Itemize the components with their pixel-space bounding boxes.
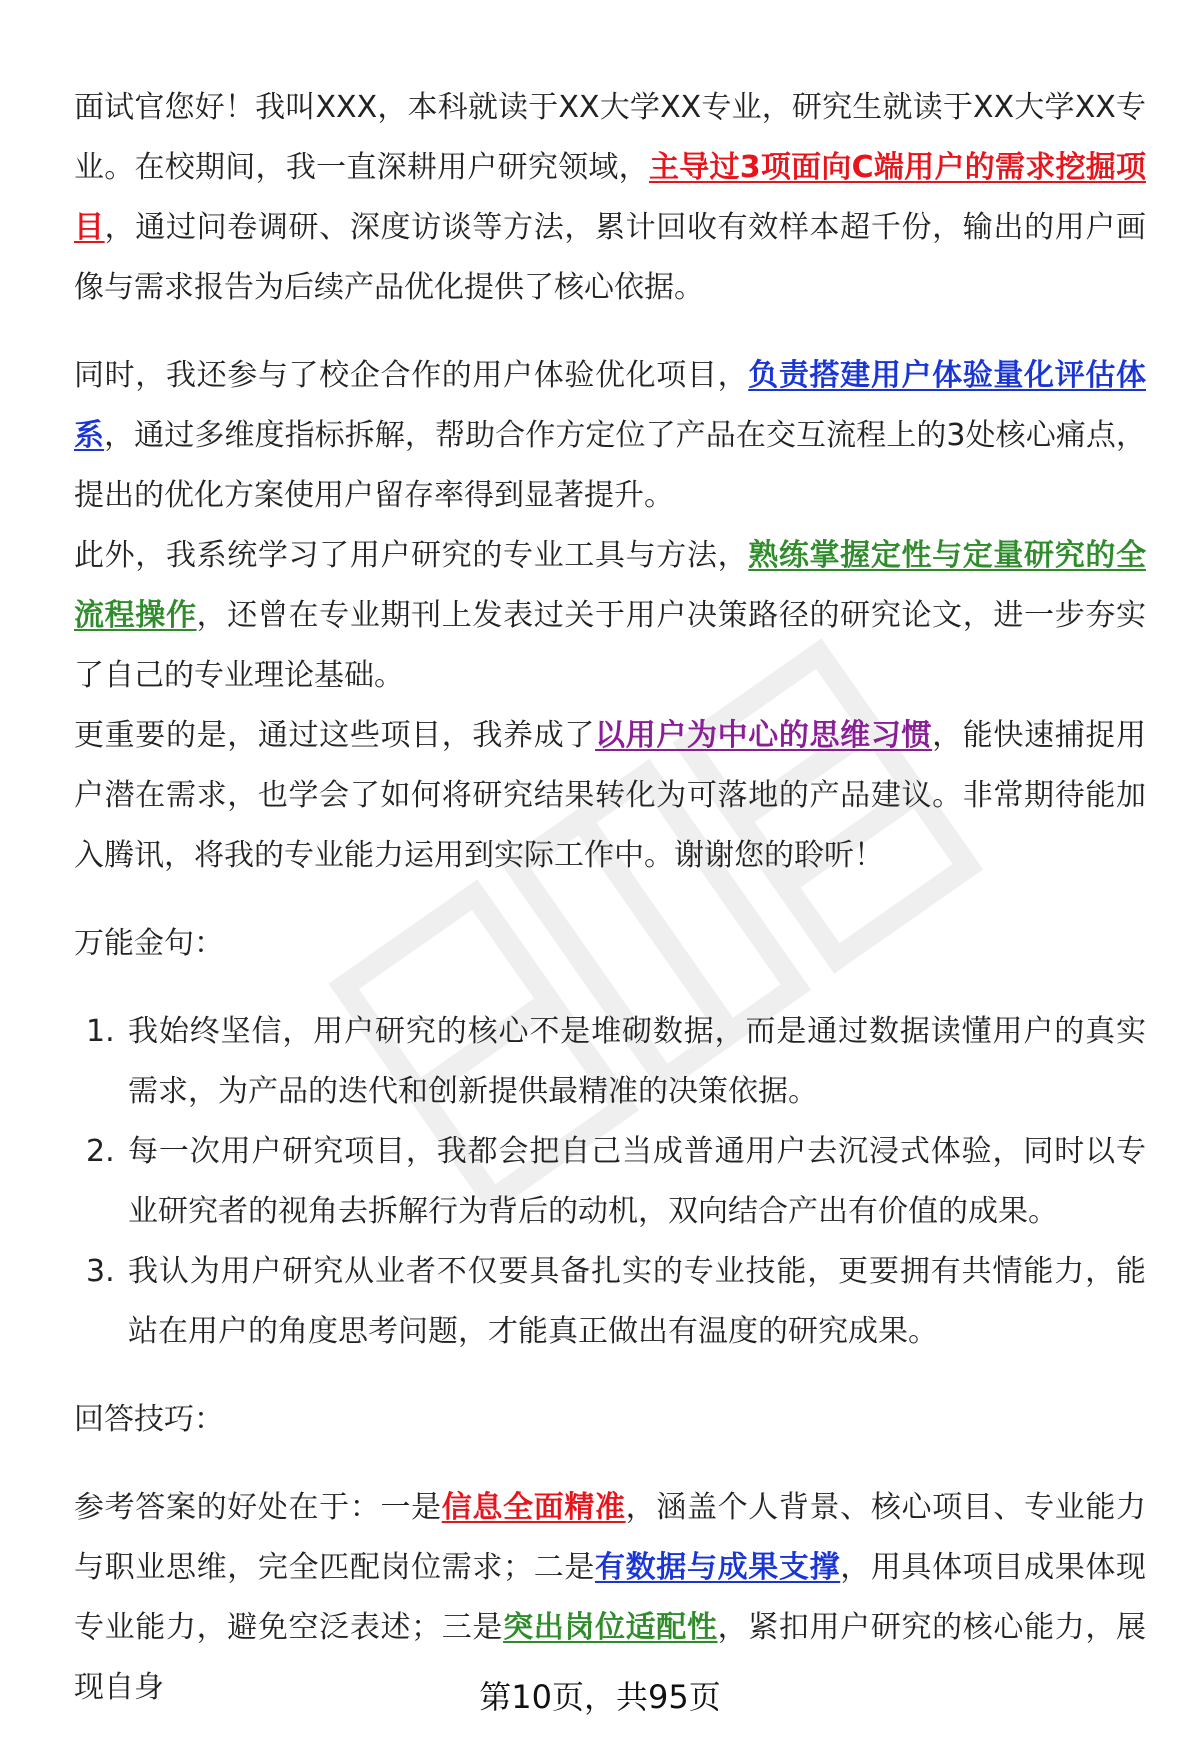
answer-tips-title: 回答技巧： <box>74 1402 224 1437</box>
highlight-comprehensive: 信息全面精准 <box>441 1490 626 1525</box>
spacer <box>74 974 1146 1002</box>
list-item <box>74 1002 1146 1122</box>
highlight-user-centric: 以用户为中心的思维习惯 <box>595 718 933 753</box>
list-item-text: 每一次用户研究项目，我都会把自己当成普通用户去沉浸式体验，同时以专业研究者的视角去拆解行为背后的动机，双向结合产出有价值的成果。 <box>128 1134 1146 1229</box>
list-item-text: 我始终坚信，用户研究的核心不是堆砌数据，而是通过数据读懂用户的真实需求，为产品的迭代和创新提供最精准的决策依据。 <box>128 1014 1146 1109</box>
golden-sentences-title: 万能金句： <box>74 926 224 961</box>
spacer <box>74 1450 1146 1478</box>
closing-paragraph <box>74 706 1146 886</box>
intro-text-continued: ，通过问卷调研、深度访谈等方法，累计回收有效样本超千份，输出的用户画像与需求报告为后续产品优化提供了核心依据。 <box>74 210 1147 305</box>
list-number: 3. <box>86 1254 115 1289</box>
tips-text: ，涵盖个人背景、核心项目、专业能力与职业思维，完全匹配岗位需求；二是 <box>74 1490 1147 1585</box>
project-text: 同时，我还参与了校企合作的用户体验优化项目， <box>74 358 749 393</box>
closing-text-continued: ，能快速捕捉用户潜在需求，也学会了如何将研究结果转化为可落地的产品建议。非常期待能加入腾讯，将我的专业能力运用到实际工作中。谢谢您的聆听！ <box>74 718 1147 873</box>
list-item <box>74 1122 1146 1242</box>
project-paragraph <box>74 346 1146 526</box>
skills-text: 此外，我系统学习了用户研究的专业工具与方法， <box>74 538 749 573</box>
highlight-research-methods: 熟练掌握定性与定量研究的全流程操作 <box>74 538 1146 633</box>
project-text-continued: ，通过多维度指标拆解，帮助合作方定位了产品在交互流程上的3处核心痛点，提出的优化方案使用户留存率得到显著提升。 <box>74 418 1147 513</box>
intro-paragraph <box>74 78 1146 318</box>
highlight-ux-evaluation: 负责搭建用户体验量化评估体系 <box>74 358 1146 453</box>
highlight-job-fit: 突出岗位适配性 <box>503 1610 718 1645</box>
highlight-demand-mining: 主导过3项面向C端用户的需求挖掘项目 <box>74 150 1147 245</box>
golden-sentences-list <box>74 1002 1146 1362</box>
page-number: 第10页，共95页 <box>479 1678 721 1716</box>
intro-text: 面试官您好！我叫XXX，本科就读于XX大学XX专业，研究生就读于XX大学XX专业。在校期间，我一直深耕用户研究领域， <box>74 90 1146 185</box>
closing-text: 更重要的是，通过这些项目，我养成了 <box>74 718 595 753</box>
skills-text-continued: ，还曾在专业期刊上发表过关于用户决策路径的研究论文，进一步夯实了自己的专业理论基础。 <box>74 598 1147 693</box>
highlight-data-support: 有数据与成果支撑 <box>595 1550 841 1585</box>
main-content <box>74 78 1146 1718</box>
spacer <box>74 886 1146 914</box>
list-item <box>74 1242 1146 1362</box>
tips-text: 参考答案的好处在于：一是 <box>74 1490 442 1525</box>
spacer <box>74 1362 1146 1390</box>
list-number: 1. <box>86 1014 115 1049</box>
tips-text: ，用具体项目成果体现专业能力，避免空泛表述；三是 <box>74 1550 1147 1645</box>
list-number: 2. <box>86 1134 115 1169</box>
skills-paragraph <box>74 526 1146 706</box>
tips-text: ，紧扣用户研究的核心能力，展现自身 <box>74 1610 1147 1705</box>
list-item-text: 我认为用户研究从业者不仅要具备扎实的专业技能，更要拥有共情能力，能站在用户的角度思考问题，才能真正做出有温度的研究成果。 <box>128 1254 1146 1349</box>
spacer <box>74 318 1146 346</box>
